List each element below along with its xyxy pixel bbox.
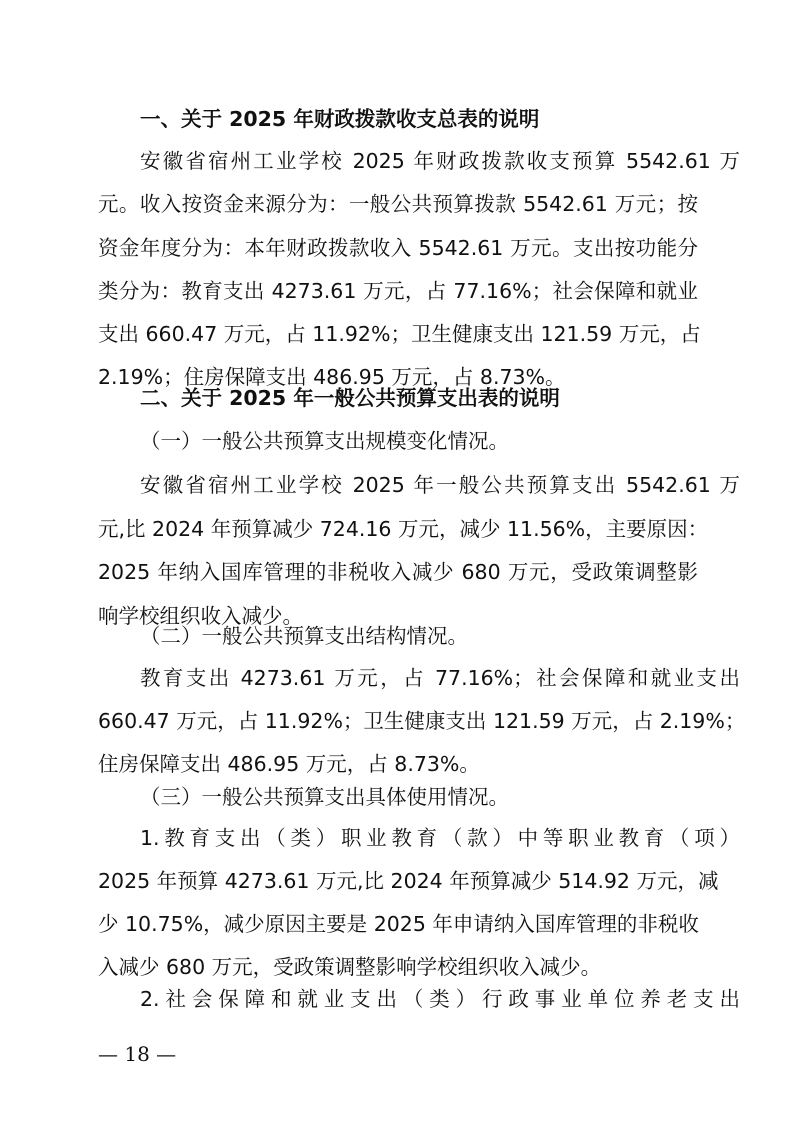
paragraph-line: 1.教育支出（类）职业教育（款）中等职业教育（项）: [140, 826, 740, 850]
subsection-heading-3: （三）一般公共预算支出具体使用情况。: [140, 785, 509, 809]
paragraph-line: 教育支出 4273.61 万元，占 77.16%；社会保障和就业支出: [140, 666, 740, 690]
paragraph-line: 元,比 2024 年预算减少 724.16 万元，减少 11.56%，主要原因：: [98, 517, 709, 541]
section-heading-2: 二、关于 2025 年一般公共预算支出表的说明: [140, 386, 560, 410]
paragraph-line: 资金年度分为：本年财政拨款收入 5542.61 万元。支出按功能分: [98, 236, 698, 260]
paragraph-line: 2025 年纳入国库管理的非税收入减少 680 万元，受政策调整影: [98, 560, 698, 584]
paragraph-line: 住房保障支出 486.95 万元，占 8.73%。: [98, 752, 480, 776]
paragraph-line: 响学校组织收入减少。: [98, 604, 303, 628]
paragraph-line: 少 10.75%，减少原因主要是 2025 年申请纳入国库管理的非税收: [98, 912, 699, 936]
paragraph-line: 2025 年预算 4273.61 万元,比 2024 年预算减少 514.92 万元，减: [98, 869, 719, 893]
paragraph-line: 2.19%；住房保障支出 486.95 万元，占 8.73%。: [98, 365, 566, 389]
paragraph-line: 入减少 680 万元，受政策调整影响学校组织收入减少。: [98, 955, 602, 979]
paragraph-line: 安徽省宿州工业学校 2025 年一般公共预算支出 5542.61 万: [140, 473, 740, 497]
paragraph-line: 2.社会保障和就业支出（类）行政事业单位养老支出: [140, 987, 740, 1011]
paragraph-line: 安徽省宿州工业学校 2025 年财政拨款收支预算 5542.61 万: [140, 149, 740, 173]
paragraph-line: 支出 660.47 万元，占 11.92%；卫生健康支出 121.59 万元，占: [98, 322, 701, 346]
section-heading-1: 一、关于 2025 年财政拨款收支总表的说明: [140, 107, 540, 131]
subsection-heading-2: （二）一般公共预算支出结构情况。: [140, 624, 468, 648]
page-number: — 18 —: [98, 1042, 177, 1066]
subsection-heading-1: （一）一般公共预算支出规模变化情况。: [140, 429, 509, 453]
paragraph-line: 660.47 万元，占 11.92%；卫生健康支出 121.59 万元，占 2.19%；: [98, 709, 746, 733]
paragraph-line: 元。收入按资金来源分为：一般公共预算拨款 5542.61 万元；按: [98, 192, 698, 216]
paragraph-line: 类分为：教育支出 4273.61 万元，占 77.16%；社会保障和就业: [98, 279, 698, 303]
